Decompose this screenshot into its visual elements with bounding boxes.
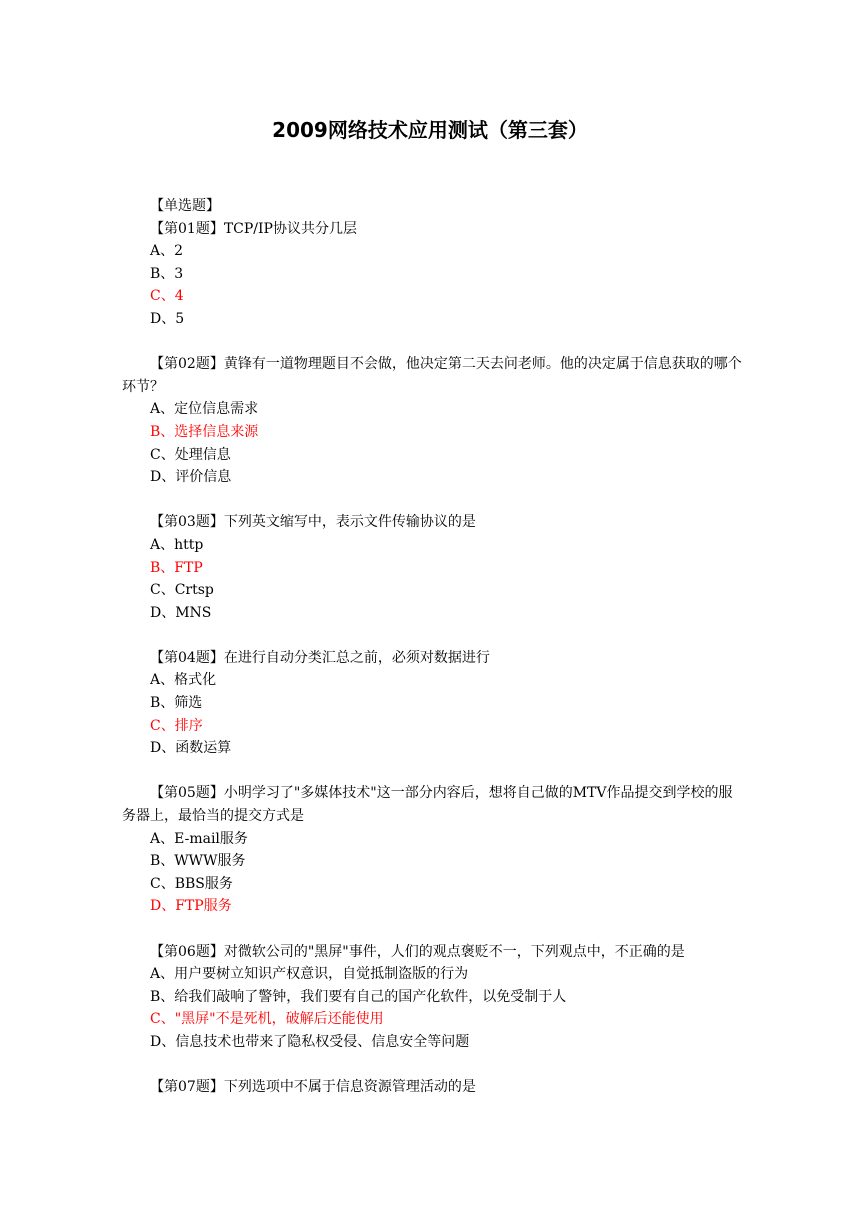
question-06 xyxy=(122,941,742,1054)
question-05 xyxy=(122,782,742,918)
question-07 xyxy=(122,1076,742,1099)
option-b: B、WWW服务 xyxy=(150,853,246,870)
question-list xyxy=(122,195,742,1121)
option-b: B、筛选 xyxy=(150,695,203,712)
option-a: A、2 xyxy=(150,243,184,260)
question-text: 【第02题】黄锋有一道物理题目不会做，他决定第二天去问老师。他的决定属于信息获取的哪个环节？ xyxy=(122,356,742,395)
option-c: C、BBS服务 xyxy=(150,875,233,892)
option-d: D、函数运算 xyxy=(150,740,232,757)
option-a: A、定位信息需求 xyxy=(150,401,259,418)
question-text: 【第06题】对微软公司的"黑屏"事件，人们的观点褒贬不一，下列观点中，不正确的是 xyxy=(150,943,685,960)
document-title: 2009网络技术应用测试（第三套） xyxy=(272,118,588,142)
option-b: B、给我们敲响了警钟，我们要有自己的国产化软件，以免受制于人 xyxy=(150,988,567,1005)
question-text: 【第04题】在进行自动分类汇总之前，必须对数据进行 xyxy=(150,649,490,666)
option-a: A、http xyxy=(150,536,204,553)
option-b-answer: B、FTP xyxy=(150,559,203,576)
section-label: 【单选题】 xyxy=(150,198,220,214)
option-b: B、3 xyxy=(150,265,184,282)
option-a: A、E-mail服务 xyxy=(150,830,248,847)
option-c-answer: C、4 xyxy=(150,288,184,305)
option-d: D、MNS xyxy=(150,604,212,621)
option-c-answer: C、"黑屏"不是死机，破解后还能使用 xyxy=(150,1011,384,1028)
question-01 xyxy=(122,218,742,331)
question-text: 【第03题】下列英文缩写中，表示文件传输协议的是 xyxy=(150,514,476,531)
option-a: A、用户要树立知识产权意识，自觉抵制盗版的行为 xyxy=(150,966,469,983)
question-03 xyxy=(122,511,742,624)
question-text: 【第07题】下列选项中不属于信息资源管理活动的是 xyxy=(150,1079,476,1096)
question-04 xyxy=(122,647,742,760)
option-d: D、评价信息 xyxy=(150,469,232,486)
question-02 xyxy=(122,353,742,489)
question-text: 【第05题】小明学习了"多媒体技术"这一部分内容后，想将自己做的MTV作品提交到学校的服务器上，最恰当的提交方式是 xyxy=(122,785,733,825)
option-c-answer: C、排序 xyxy=(150,717,203,734)
option-b-answer: B、选择信息来源 xyxy=(150,423,259,440)
option-d: D、信息技术也带来了隐私权受侵、信息安全等问题 xyxy=(150,1033,470,1050)
option-d: D、5 xyxy=(150,310,185,327)
option-c: C、处理信息 xyxy=(150,446,231,463)
option-c: C、Crtsp xyxy=(150,582,214,599)
option-d-answer: D、FTP服务 xyxy=(150,898,232,915)
option-a: A、格式化 xyxy=(150,672,217,689)
question-text: 【第01题】TCP/IP协议共分几层 xyxy=(150,220,357,237)
